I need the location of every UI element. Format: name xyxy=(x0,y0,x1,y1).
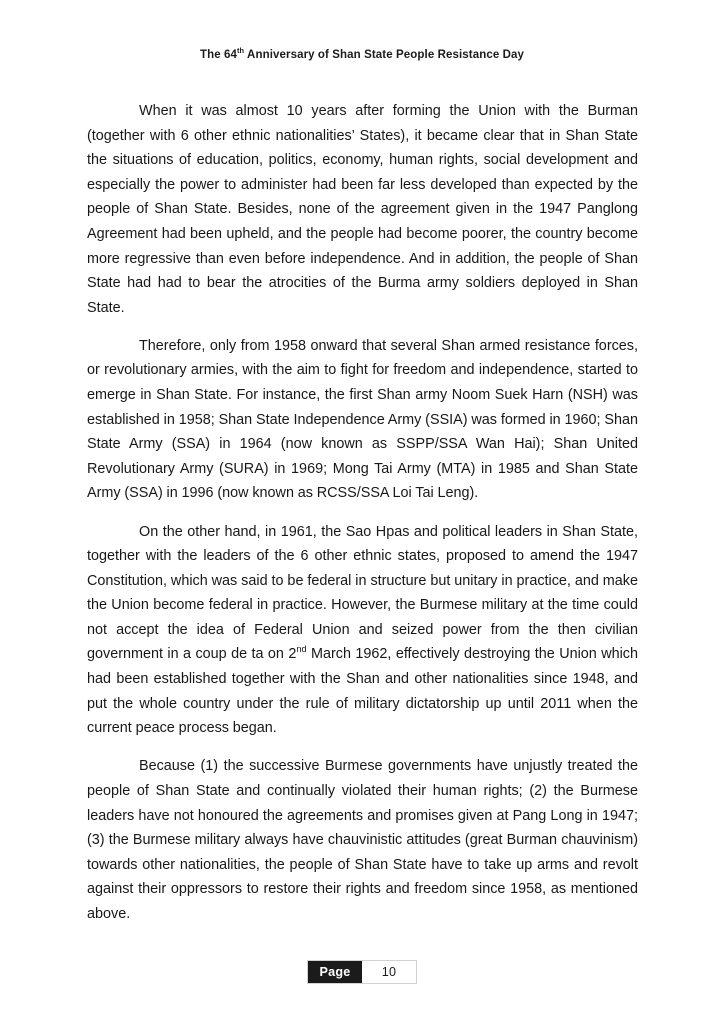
page-label: Page xyxy=(308,961,362,983)
body-text-column xyxy=(87,99,638,927)
page-footer xyxy=(0,960,724,986)
running-header-rest: Anniversary of Shan State People Resistance Day xyxy=(244,49,525,61)
paragraph-3-text-after-superscript: March 1962, effectively destroying the Union which had been established together with the Shan and other nationalities since 1948, and put the whole country under the rule of military dictatorship up until 2011 when the current peace process began. xyxy=(87,646,638,737)
running-header-prefix: The 64 xyxy=(199,49,237,61)
paragraph-3 xyxy=(87,520,638,741)
page-number-indicator xyxy=(307,960,417,984)
page-number-value: 10 xyxy=(362,961,416,983)
paragraph-1: When it was almost 10 years after forming the Union with the Burman (together with 6 other ethnic nationalities’ States), it became clear that in Shan State the situations of education, politics, economy, human rights, social development and especially the power to administer had been far less developed than expected by the people of Shan State. Besides, none of the agreement given in the 1947 Panglong Agreement had been upheld, and the people had become poorer, the country become more regressive than even before independence. And in addition, the people of Shan State had had to bear the atrocities of the Burma army soldiers deployed in Shan State. xyxy=(87,103,638,316)
paragraph-4: Because (1) the successive Burmese governments have unjustly treated the people of Shan State and continually violated their human rights; (2) the Burmese leaders have not honoured the agreements and promises given at Pang Long in 1947; (3) the Burmese military always have chauvinistic attitudes (great Burman chauvinism) towards other nationalities, the people of Shan State have to take up arms and revolt against their oppressors to restore their rights and freedom since 1958, as mentioned above. xyxy=(87,758,638,922)
running-header-ordinal-suffix: th xyxy=(237,46,245,56)
running-header xyxy=(0,48,724,63)
paragraph-3-text-before-superscript: On the other hand, in 1961, the Sao Hpas and political leaders in Shan State, together with the leaders of the 6 other ethnic states, proposed to amend the 1947 Constitution, which was said to be federal in structure but unitary in practice, and make the Union become federal in practice. However, the Burmese military at the time could not accept the idea of Federal Union and seized power from the then civilian government in a coup de ta on 2 xyxy=(87,523,638,663)
paragraph-2: Therefore, only from 1958 onward that several Shan armed resistance forces, or revolutionary armies, with the aim to fight for freedom and independence, started to emerge in Shan State. For instance, the first Shan army Noom Suek Harn (NSH) was established in 1958; Shan State Independence Army (SSIA) was formed in 1960; Shan State Army (SSA) in 1964 (now known as SSPP/SSA Wan Hai); Shan United Revolutionary Army (SURA) in 1969; Mong Tai Army (MTA) in 1985 and Shan State Army (SSA) in 1996 (now known as RCSS/SSA Loi Tai Leng). xyxy=(87,337,638,502)
ordinal-superscript-nd: nd xyxy=(296,644,307,655)
